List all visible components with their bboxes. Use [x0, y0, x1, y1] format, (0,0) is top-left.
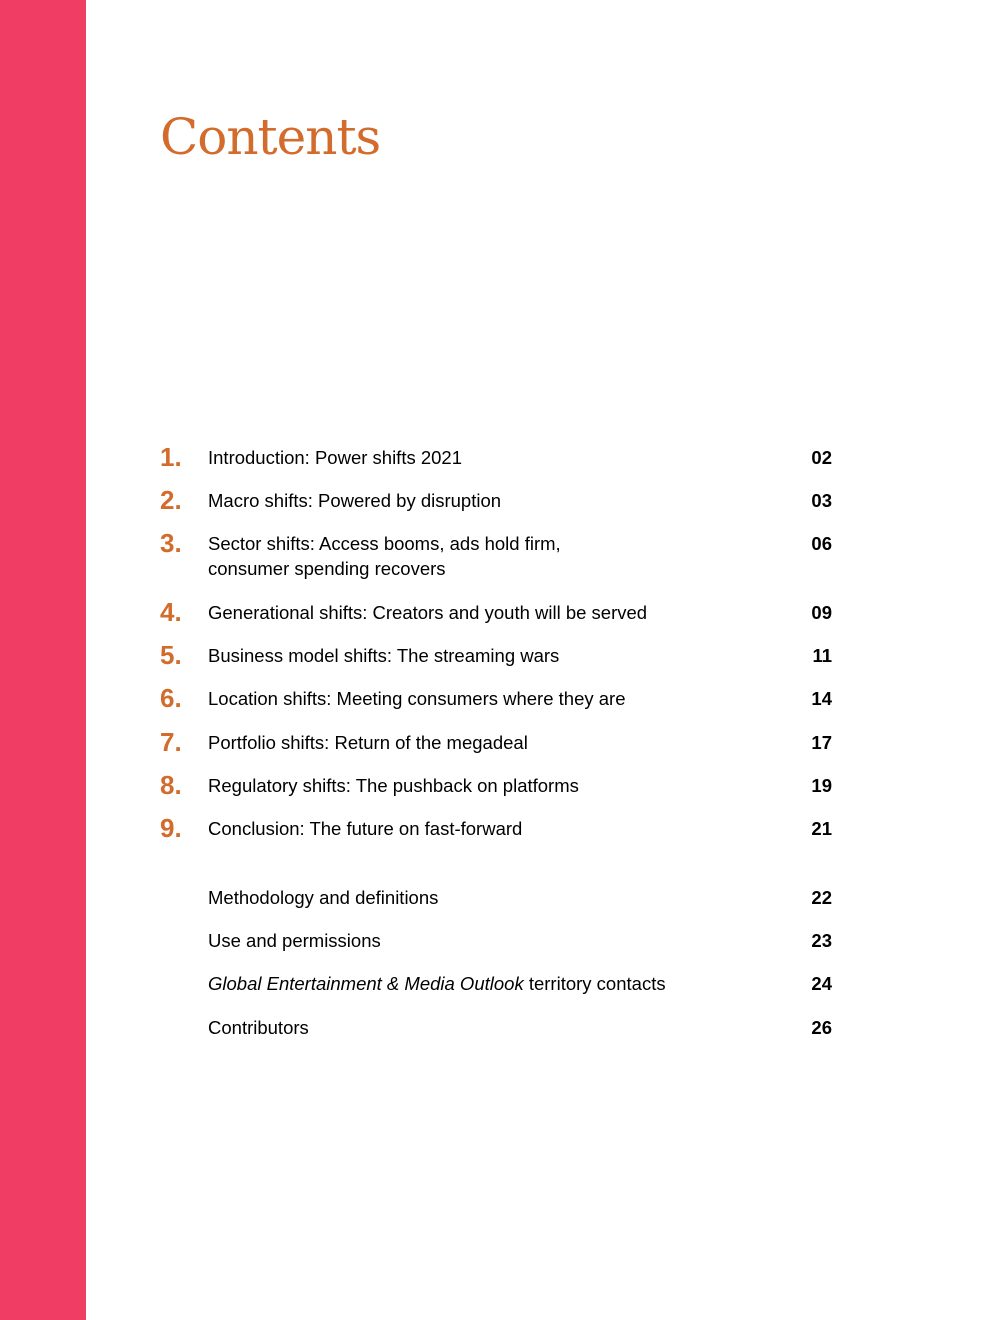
section-title: Introduction: Power shifts 2021	[208, 447, 463, 468]
section-title: Generational shifts: Creators and youth will be served	[208, 602, 648, 623]
page-number: 11	[812, 645, 832, 666]
section-number: 3.	[160, 528, 182, 558]
publication-title: Global Entertainment & Media Outlook	[208, 973, 524, 994]
section-title: Conclusion: The future on fast-forward	[208, 818, 523, 839]
section-title: Business model shifts: The streaming wars	[208, 645, 560, 666]
appendix-title: Methodology and definitions	[208, 887, 439, 908]
section-number: 2.	[160, 485, 182, 515]
toc-entry-9[interactable]	[160, 813, 840, 873]
section-title: Macro shifts: Powered by disruption	[208, 490, 502, 511]
page-number: 14	[811, 688, 832, 709]
toc-entry-contributors[interactable]	[160, 1017, 840, 1072]
page-number: 06	[811, 533, 832, 554]
page-number: 21	[811, 818, 832, 839]
page-number: 03	[811, 490, 832, 511]
appendix-title: Contributors	[208, 1017, 309, 1038]
page-number: 09	[811, 602, 832, 623]
section-number: 5.	[160, 640, 182, 670]
page-number: 26	[811, 1017, 832, 1038]
page-number: 17	[811, 732, 832, 753]
section-number: 1.	[160, 442, 182, 472]
page-number: 19	[811, 775, 832, 796]
section-number: 8.	[160, 770, 182, 800]
section-number: 9.	[160, 813, 182, 843]
page-number: 23	[811, 930, 832, 951]
side-color-band	[0, 0, 86, 1320]
page-title: Contents	[160, 108, 381, 166]
section-title: Portfolio shifts: Return of the megadeal	[208, 732, 528, 753]
page-number: 24	[811, 973, 832, 994]
section-title: Location shifts: Meeting consumers where they are	[208, 688, 626, 709]
appendix-title-rest: territory contacts	[523, 973, 666, 994]
section-number: 6.	[160, 683, 182, 713]
section-title: Regulatory shifts: The pushback on platforms	[208, 775, 579, 796]
toc-entry-3[interactable]	[160, 528, 840, 600]
section-title-line-1: Sector shifts: Access booms, ads hold firm,	[208, 533, 561, 554]
appendix-title	[208, 971, 768, 996]
section-title-line-2: consumer spending recovers	[208, 558, 446, 579]
section-number: 4.	[160, 597, 182, 627]
table-of-contents	[160, 0, 840, 1320]
page-number: 02	[811, 447, 832, 468]
section-title	[208, 531, 768, 581]
appendix-title: Use and permissions	[208, 930, 381, 951]
page-number: 22	[811, 887, 832, 908]
section-number: 7.	[160, 727, 182, 757]
